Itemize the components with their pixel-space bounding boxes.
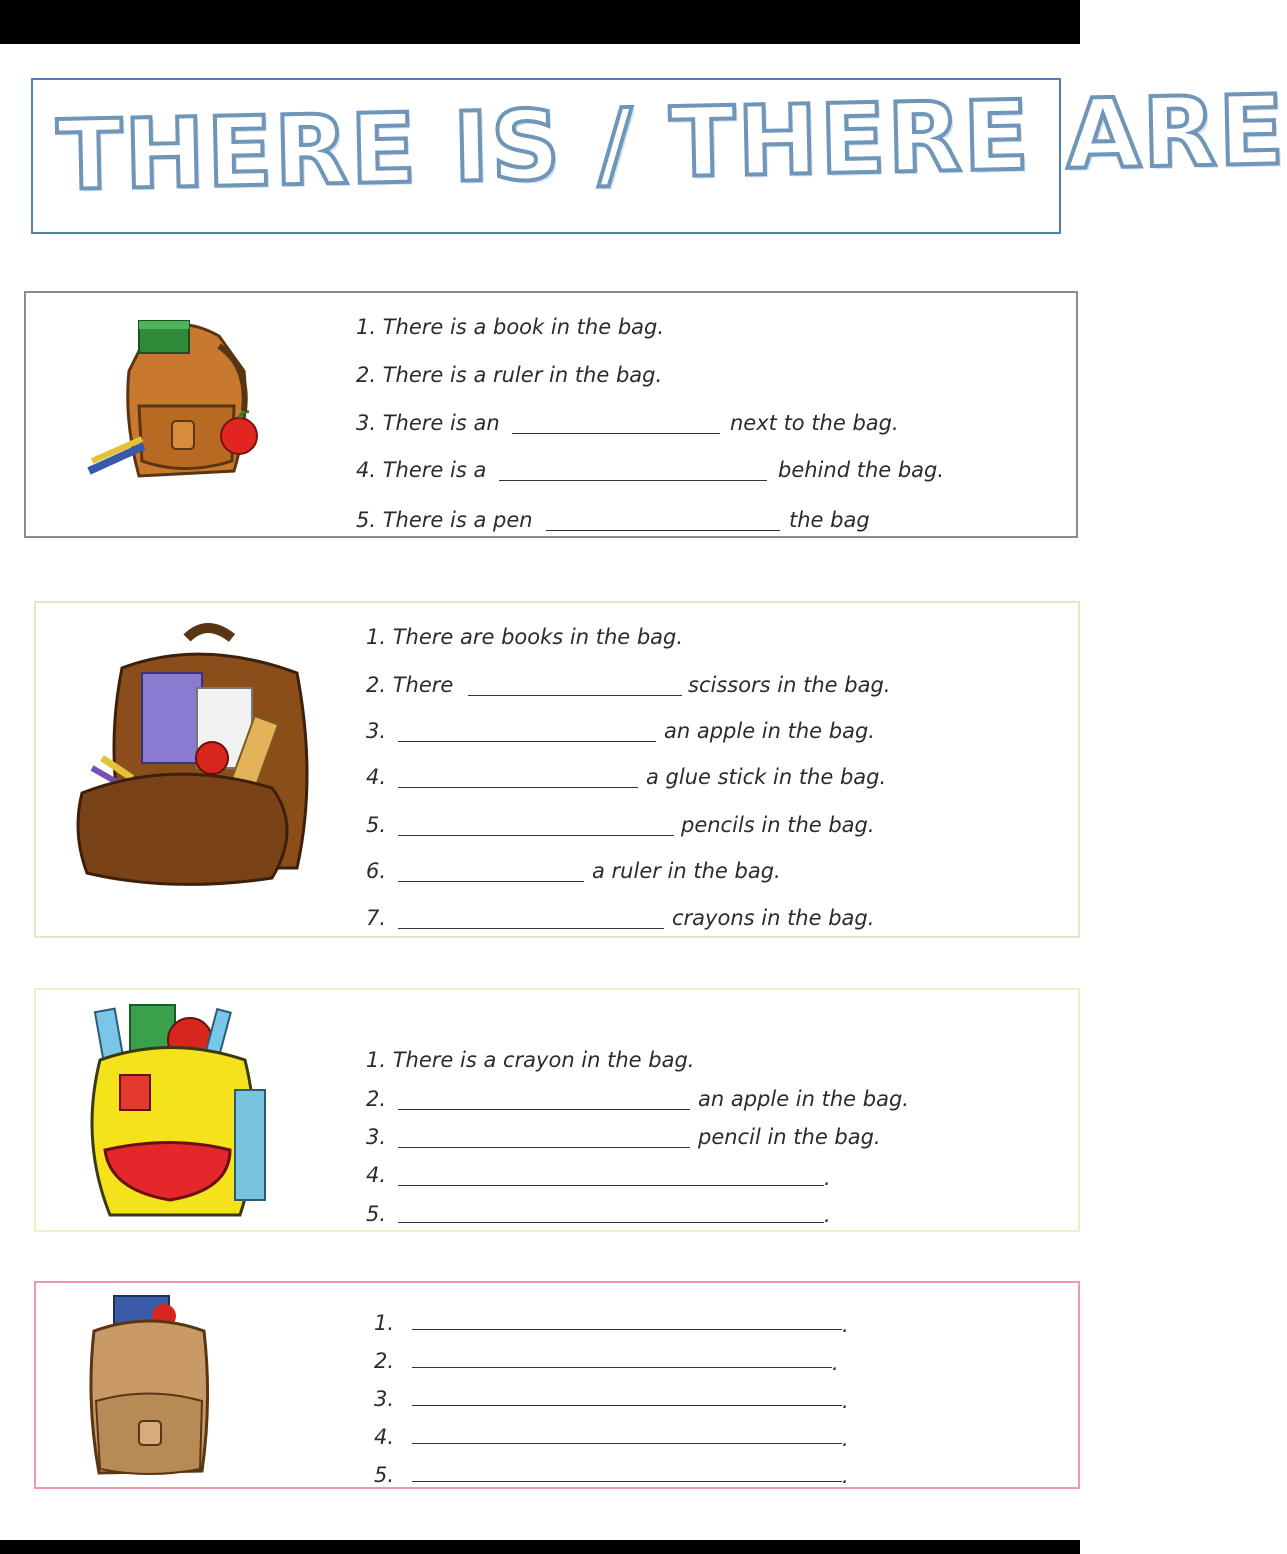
- s2-line-6-num: 6.: [366, 859, 387, 883]
- s3-blank-3[interactable]: [398, 1147, 690, 1148]
- s4-blank-1[interactable]: [412, 1329, 842, 1330]
- yellow-backpack-illustration: [80, 1000, 270, 1220]
- s2-blank-6[interactable]: [398, 881, 584, 882]
- s3-line-2-num: 2.: [366, 1087, 387, 1111]
- s4-period-5: .: [842, 1464, 849, 1488]
- s4-blank-2[interactable]: [412, 1367, 832, 1368]
- s2-blank-3[interactable]: [398, 741, 656, 742]
- s1-line-3-start: 3. There is an: [356, 411, 500, 435]
- tan-backpack-illustration: [84, 1291, 214, 1481]
- s1-line-5-start: 5. There is a pen: [356, 508, 533, 532]
- s1-line-5-end: the bag: [789, 508, 870, 532]
- s2-line-3-num: 3.: [366, 719, 387, 743]
- s4-period-2: .: [832, 1351, 839, 1375]
- s4-blank-4[interactable]: [412, 1443, 842, 1444]
- s2-line-7-num: 7.: [366, 906, 387, 930]
- s3-blank-4[interactable]: [398, 1185, 824, 1186]
- exercise-section-3: [34, 988, 1080, 1232]
- s3-line-1: 1. There is a crayon in the bag.: [366, 1048, 695, 1072]
- s2-line-2-end: scissors in the bag.: [688, 673, 891, 697]
- s1-line-4-start: 4. There is a: [356, 458, 487, 482]
- s2-line-5-end: pencils in the bag.: [681, 813, 875, 837]
- s4-period-4: .: [842, 1427, 849, 1451]
- s2-blank-7[interactable]: [398, 928, 664, 929]
- s3-line-3-end: pencil in the bag.: [698, 1125, 881, 1149]
- s2-blank-2[interactable]: [468, 695, 682, 696]
- s4-period-3: .: [842, 1389, 849, 1413]
- s4-num-5: 5.: [374, 1463, 395, 1487]
- s1-blank-3[interactable]: [512, 433, 720, 434]
- s3-line-2-end: an apple in the bag.: [698, 1087, 909, 1111]
- s2-line-7-end: crayons in the bag.: [672, 906, 875, 930]
- bottom-nav-bar: [0, 1540, 1080, 1554]
- exercise-section-1: [24, 291, 1078, 538]
- worksheet-title: THERE IS / THERE ARE: [55, 74, 1287, 212]
- s2-line-6-end: a ruler in the bag.: [592, 859, 781, 883]
- s2-line-4-num: 4.: [366, 765, 387, 789]
- title-banner: [31, 74, 1287, 234]
- s2-line-5-num: 5.: [366, 813, 387, 837]
- s4-blank-5[interactable]: [412, 1481, 842, 1482]
- s3-line-3-num: 3.: [366, 1125, 387, 1149]
- s2-line-3-end: an apple in the bag.: [664, 719, 875, 743]
- s2-blank-5[interactable]: [398, 835, 674, 836]
- s2-line-2-start: 2. There: [366, 673, 454, 697]
- s4-blank-3[interactable]: [412, 1405, 842, 1406]
- s3-line-5-end: .: [824, 1203, 831, 1227]
- s3-blank-2[interactable]: [398, 1109, 690, 1110]
- s4-num-3: 3.: [374, 1387, 395, 1411]
- s4-period-1: .: [842, 1313, 849, 1337]
- s1-line-3-end: next to the bag.: [730, 411, 899, 435]
- exercise-section-4: [34, 1281, 1080, 1489]
- s1-line-2: 2. There is a ruler in the bag.: [356, 363, 663, 387]
- exercise-section-2: [34, 601, 1080, 938]
- s4-num-1: 1.: [374, 1311, 395, 1335]
- s3-line-4-end: .: [824, 1166, 831, 1190]
- s3-line-5-num: 5.: [366, 1202, 387, 1226]
- s2-line-1: 1. There are books in the bag.: [366, 625, 684, 649]
- top-status-bar: [0, 0, 1080, 44]
- open-backpack-illustration: [72, 618, 322, 888]
- s4-num-4: 4.: [374, 1425, 395, 1449]
- s3-line-4-num: 4.: [366, 1163, 387, 1187]
- brown-backpack-illustration: [84, 311, 264, 491]
- s1-blank-5[interactable]: [546, 530, 780, 531]
- s4-num-2: 2.: [374, 1349, 395, 1373]
- s1-line-1: 1. There is a book in the bag.: [356, 315, 665, 339]
- s1-blank-4[interactable]: [499, 480, 767, 481]
- s2-line-4-end: a glue stick in the bag.: [646, 765, 887, 789]
- s3-blank-5[interactable]: [398, 1222, 824, 1223]
- s1-line-4-end: behind the bag.: [778, 458, 945, 482]
- s2-blank-4[interactable]: [398, 787, 638, 788]
